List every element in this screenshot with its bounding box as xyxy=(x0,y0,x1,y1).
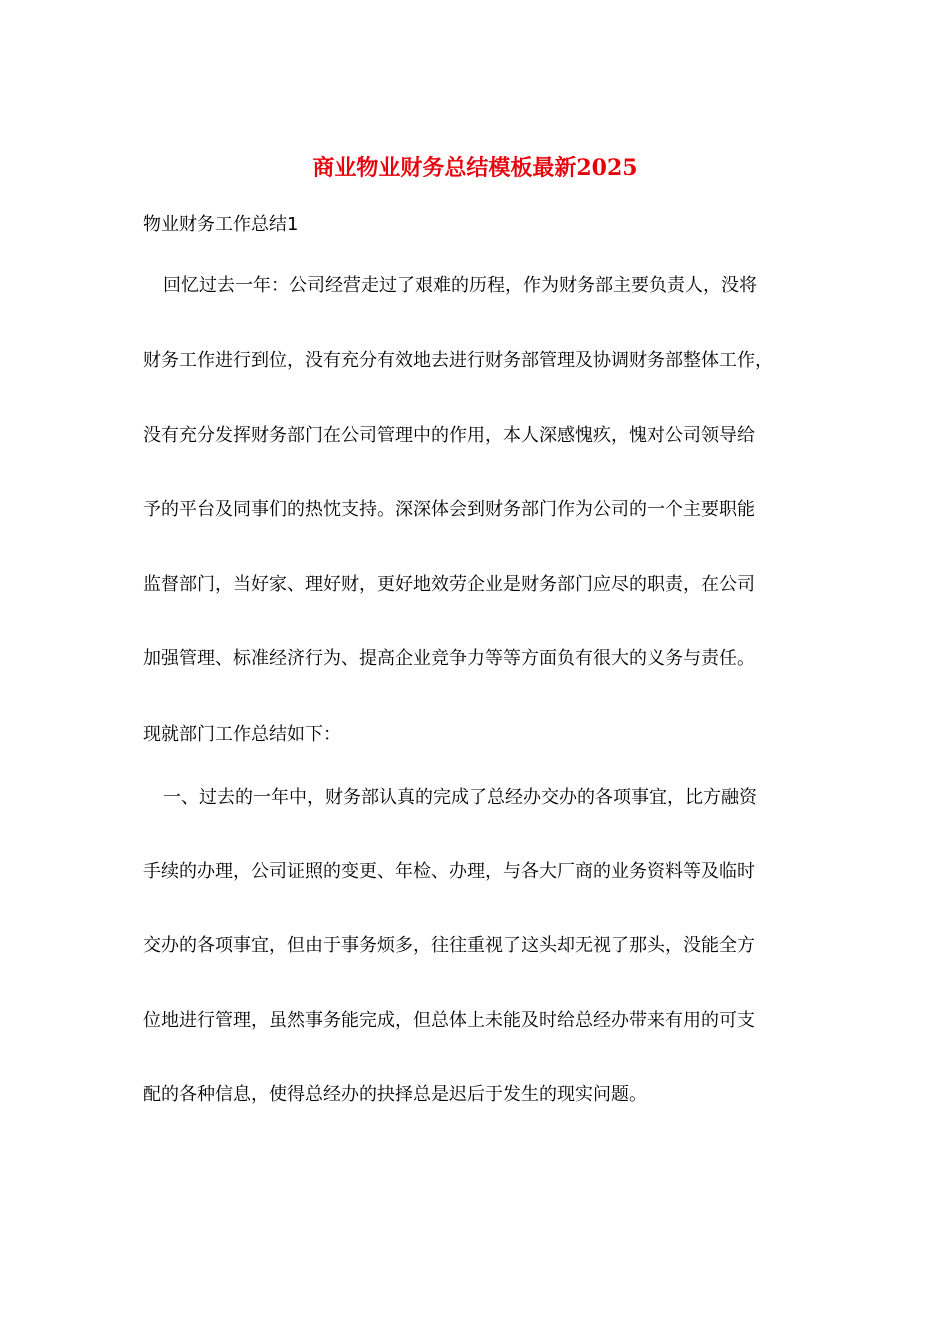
summary-intro: 现就部门工作总结如下： xyxy=(143,724,341,745)
paragraph2-line-3: 交办的各项事宜，但由于事务烦多，往往重视了这头却无视了那头，没能全方 xyxy=(143,935,755,956)
section-heading: 物业财务工作总结1 xyxy=(143,214,299,235)
document-title: 商业物业财务总结模板最新2025 xyxy=(312,155,638,181)
paragraph2-line-1: 一、过去的一年中，财务部认真的完成了总经办交办的各项事宜，比方融资 xyxy=(163,787,757,808)
paragraph1-line-4: 予的平台及同事们的热忱支持。深深体会到财务部门作为公司的一个主要职能 xyxy=(143,499,755,520)
paragraph2-line-4: 位地进行管理，虽然事务能完成，但总体上未能及时给总经办带来有用的可支 xyxy=(143,1010,755,1031)
paragraph1-line-2: 财务工作进行到位，没有充分有效地去进行财务部管理及协调财务部整体工作， xyxy=(143,350,773,371)
paragraph1-line-3: 没有充分发挥财务部门在公司管理中的作用，本人深感愧疚，愧对公司领导给 xyxy=(143,425,755,446)
paragraph2-line-5: 配的各种信息，使得总经办的抉择总是迟后于发生的现实问题。 xyxy=(143,1084,647,1105)
paragraph2-line-2: 手续的办理，公司证照的变更、年检、办理，与各大厂商的业务资料等及临时 xyxy=(143,861,755,882)
paragraph1-line-6: 加强管理、标准经济行为、提高企业竞争力等等方面负有很大的义务与责任。 xyxy=(143,648,755,669)
paragraph1-line-5: 监督部门，当好家、理好财，更好地效劳企业是财务部门应尽的职责，在公司 xyxy=(143,574,755,595)
paragraph1-line-1: 回忆过去一年：公司经营走过了艰难的历程，作为财务部主要负责人，没将 xyxy=(163,275,757,296)
